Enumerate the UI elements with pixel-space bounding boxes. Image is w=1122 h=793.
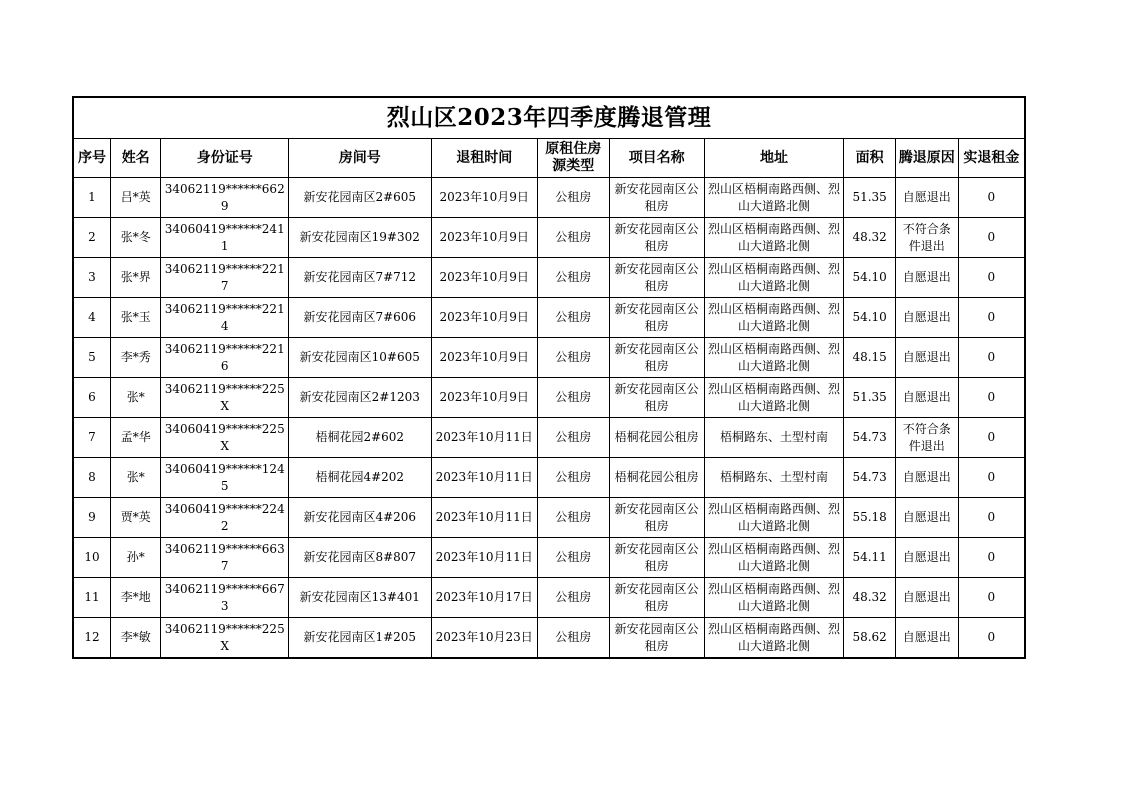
header-row (74, 139, 1024, 178)
cell-project-name: 新安花园南区公租房 (609, 178, 704, 218)
cell-id-number: 34062119******2217 (161, 258, 288, 298)
cell-exit-reason: 自愿退出 (895, 258, 958, 298)
cell-id-number: 34062119******225X (161, 618, 288, 658)
cell-refund: 0 (958, 218, 1024, 258)
cell-exit-reason: 自愿退出 (895, 538, 958, 578)
cell-name: 李*秀 (110, 338, 161, 378)
header-name: 姓名 (110, 139, 161, 178)
header-id-number: 身份证号 (161, 139, 288, 178)
cell-room-number: 梧桐花园2#602 (288, 418, 431, 458)
cell-project-name: 新安花园南区公租房 (609, 538, 704, 578)
cell-id-number: 34062119******6629 (161, 178, 288, 218)
cell-address: 烈山区梧桐南路西侧、烈山大道路北侧 (704, 338, 844, 378)
cell-refund: 0 (958, 378, 1024, 418)
cell-project-name: 新安花园南区公租房 (609, 338, 704, 378)
cell-room-number: 新安花园南区1#205 (288, 618, 431, 658)
cell-refund: 0 (958, 298, 1024, 338)
cell-housing-type: 公租房 (537, 338, 609, 378)
cell-refund: 0 (958, 338, 1024, 378)
cell-name: 李*地 (110, 578, 161, 618)
table-row (74, 298, 1024, 338)
cell-room-number: 新安花园南区19#302 (288, 218, 431, 258)
cell-exit-date: 2023年10月11日 (431, 498, 537, 538)
header-project-name: 项目名称 (609, 139, 704, 178)
cell-serial-no: 3 (74, 258, 110, 298)
cell-name: 吕*英 (110, 178, 161, 218)
cell-name: 孙* (110, 538, 161, 578)
cell-project-name: 新安花园南区公租房 (609, 498, 704, 538)
cell-project-name: 新安花园南区公租房 (609, 618, 704, 658)
cell-serial-no: 6 (74, 378, 110, 418)
cell-serial-no: 9 (74, 498, 110, 538)
header-housing-type: 原租住房源类型 (537, 139, 609, 178)
cell-name: 张*界 (110, 258, 161, 298)
table-row (74, 418, 1024, 458)
cell-area: 51.35 (844, 378, 896, 418)
cell-serial-no: 8 (74, 458, 110, 498)
cell-housing-type: 公租房 (537, 538, 609, 578)
cell-id-number: 34060419******1245 (161, 458, 288, 498)
header-exit-date: 退租时间 (431, 139, 537, 178)
cell-exit-reason: 自愿退出 (895, 378, 958, 418)
cell-room-number: 新安花园南区4#206 (288, 498, 431, 538)
cell-exit-date: 2023年10月11日 (431, 418, 537, 458)
header-serial-no: 序号 (74, 139, 110, 178)
table-row (74, 538, 1024, 578)
cell-address: 烈山区梧桐南路西侧、烈山大道路北侧 (704, 498, 844, 538)
cell-exit-date: 2023年10月9日 (431, 178, 537, 218)
cell-area: 54.10 (844, 298, 896, 338)
cell-exit-date: 2023年10月17日 (431, 578, 537, 618)
cell-exit-reason: 自愿退出 (895, 498, 958, 538)
cell-project-name: 新安花园南区公租房 (609, 378, 704, 418)
cell-room-number: 新安花园南区13#401 (288, 578, 431, 618)
cell-refund: 0 (958, 418, 1024, 458)
cell-serial-no: 2 (74, 218, 110, 258)
cell-refund: 0 (958, 258, 1024, 298)
cell-id-number: 34060419******2411 (161, 218, 288, 258)
cell-refund: 0 (958, 458, 1024, 498)
table-row (74, 458, 1024, 498)
cell-room-number: 新安花园南区8#807 (288, 538, 431, 578)
table-row (74, 618, 1024, 658)
tenancy-exit-table (74, 139, 1024, 657)
cell-name: 张* (110, 378, 161, 418)
cell-housing-type: 公租房 (537, 618, 609, 658)
table-row (74, 178, 1024, 218)
cell-exit-date: 2023年10月9日 (431, 378, 537, 418)
cell-serial-no: 10 (74, 538, 110, 578)
cell-housing-type: 公租房 (537, 298, 609, 338)
cell-name: 张* (110, 458, 161, 498)
cell-room-number: 梧桐花园4#202 (288, 458, 431, 498)
cell-room-number: 新安花园南区2#1203 (288, 378, 431, 418)
cell-housing-type: 公租房 (537, 378, 609, 418)
cell-project-name: 新安花园南区公租房 (609, 218, 704, 258)
cell-area: 58.62 (844, 618, 896, 658)
cell-serial-no: 4 (74, 298, 110, 338)
cell-exit-date: 2023年10月11日 (431, 458, 537, 498)
cell-address: 烈山区梧桐南路西侧、烈山大道路北侧 (704, 538, 844, 578)
header-room-number: 房间号 (288, 139, 431, 178)
cell-name: 李*敏 (110, 618, 161, 658)
header-refund: 实退租金 (958, 139, 1024, 178)
cell-area: 54.10 (844, 258, 896, 298)
cell-area: 51.35 (844, 178, 896, 218)
cell-project-name: 梧桐花园公租房 (609, 418, 704, 458)
table-row (74, 498, 1024, 538)
table-row (74, 218, 1024, 258)
cell-area: 48.32 (844, 578, 896, 618)
cell-project-name: 梧桐花园公租房 (609, 458, 704, 498)
cell-exit-date: 2023年10月23日 (431, 618, 537, 658)
cell-exit-date: 2023年10月9日 (431, 258, 537, 298)
table-body (74, 178, 1024, 658)
cell-exit-reason: 自愿退出 (895, 298, 958, 338)
cell-serial-no: 12 (74, 618, 110, 658)
cell-housing-type: 公租房 (537, 178, 609, 218)
cell-id-number: 34062119******6673 (161, 578, 288, 618)
cell-exit-date: 2023年10月9日 (431, 298, 537, 338)
cell-name: 贾*英 (110, 498, 161, 538)
cell-exit-date: 2023年10月11日 (431, 538, 537, 578)
cell-address: 烈山区梧桐南路西侧、烈山大道路北侧 (704, 218, 844, 258)
cell-refund: 0 (958, 498, 1024, 538)
cell-address: 烈山区梧桐南路西侧、烈山大道路北侧 (704, 378, 844, 418)
cell-project-name: 新安花园南区公租房 (609, 258, 704, 298)
cell-refund: 0 (958, 618, 1024, 658)
cell-id-number: 34062119******225X (161, 378, 288, 418)
cell-area: 54.73 (844, 418, 896, 458)
cell-serial-no: 5 (74, 338, 110, 378)
cell-exit-reason: 自愿退出 (895, 178, 958, 218)
cell-refund: 0 (958, 178, 1024, 218)
tenancy-exit-sheet (72, 96, 1026, 659)
table-row (74, 578, 1024, 618)
cell-address: 烈山区梧桐南路西侧、烈山大道路北侧 (704, 618, 844, 658)
cell-address: 烈山区梧桐南路西侧、烈山大道路北侧 (704, 578, 844, 618)
cell-room-number: 新安花园南区7#606 (288, 298, 431, 338)
cell-room-number: 新安花园南区10#605 (288, 338, 431, 378)
cell-housing-type: 公租房 (537, 218, 609, 258)
table-row (74, 258, 1024, 298)
cell-area: 54.11 (844, 538, 896, 578)
cell-exit-reason: 不符合条件退出 (895, 418, 958, 458)
cell-id-number: 34060419******225X (161, 418, 288, 458)
table-header (74, 139, 1024, 178)
cell-name: 孟*华 (110, 418, 161, 458)
cell-housing-type: 公租房 (537, 498, 609, 538)
cell-room-number: 新安花园南区7#712 (288, 258, 431, 298)
cell-exit-reason: 不符合条件退出 (895, 218, 958, 258)
cell-exit-date: 2023年10月9日 (431, 338, 537, 378)
cell-project-name: 新安花园南区公租房 (609, 578, 704, 618)
header-area: 面积 (844, 139, 896, 178)
cell-housing-type: 公租房 (537, 418, 609, 458)
cell-area: 48.15 (844, 338, 896, 378)
cell-serial-no: 1 (74, 178, 110, 218)
cell-project-name: 新安花园南区公租房 (609, 298, 704, 338)
table-row (74, 378, 1024, 418)
cell-exit-reason: 自愿退出 (895, 618, 958, 658)
cell-id-number: 34062119******2214 (161, 298, 288, 338)
cell-exit-reason: 自愿退出 (895, 578, 958, 618)
cell-serial-no: 7 (74, 418, 110, 458)
cell-area: 54.73 (844, 458, 896, 498)
cell-exit-reason: 自愿退出 (895, 458, 958, 498)
cell-housing-type: 公租房 (537, 258, 609, 298)
cell-serial-no: 11 (74, 578, 110, 618)
cell-exit-date: 2023年10月9日 (431, 218, 537, 258)
cell-housing-type: 公租房 (537, 458, 609, 498)
cell-id-number: 34062119******2216 (161, 338, 288, 378)
cell-address: 梧桐路东、土型村南 (704, 418, 844, 458)
header-exit-reason: 腾退原因 (895, 139, 958, 178)
sheet-title: 烈山区2023年四季度腾退管理 (74, 98, 1024, 139)
header-address: 地址 (704, 139, 844, 178)
cell-refund: 0 (958, 578, 1024, 618)
cell-name: 张*玉 (110, 298, 161, 338)
cell-area: 48.32 (844, 218, 896, 258)
cell-id-number: 34060419******2242 (161, 498, 288, 538)
cell-exit-reason: 自愿退出 (895, 338, 958, 378)
cell-refund: 0 (958, 538, 1024, 578)
cell-name: 张*冬 (110, 218, 161, 258)
cell-address: 烈山区梧桐南路西侧、烈山大道路北侧 (704, 298, 844, 338)
cell-room-number: 新安花园南区2#605 (288, 178, 431, 218)
cell-address: 烈山区梧桐南路西侧、烈山大道路北侧 (704, 178, 844, 218)
cell-id-number: 34062119******6637 (161, 538, 288, 578)
table-row (74, 338, 1024, 378)
cell-address: 烈山区梧桐南路西侧、烈山大道路北侧 (704, 258, 844, 298)
cell-area: 55.18 (844, 498, 896, 538)
cell-housing-type: 公租房 (537, 578, 609, 618)
cell-address: 梧桐路东、土型村南 (704, 458, 844, 498)
